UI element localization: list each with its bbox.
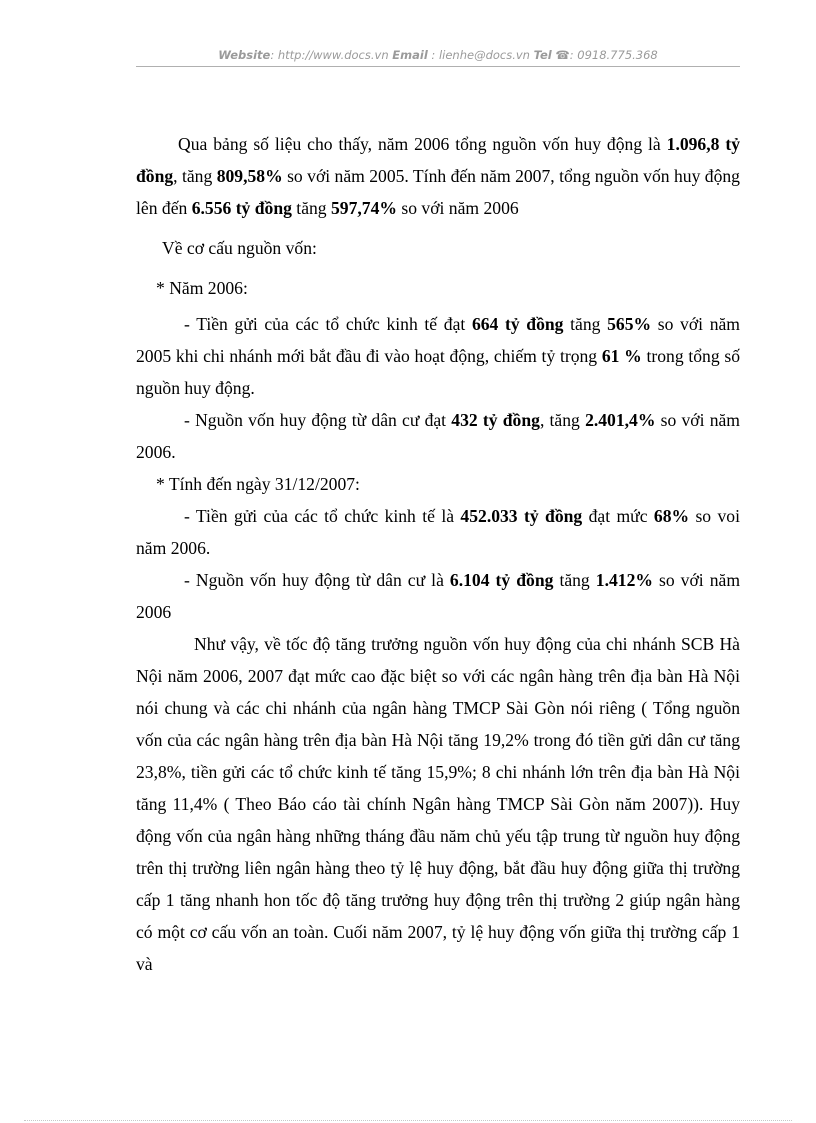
paragraph-year-2006: * Năm 2006: [156,278,248,298]
paragraph-2006-economic-deposits [136,308,740,404]
text: so với năm 2006 [396,198,519,218]
text: so với năm 2006. [136,410,740,462]
bold-value: 1.412% [595,570,653,590]
text: so với năm 2005. Tính đến năm 2007, tổng nguồn vốn huy động lên đến [136,166,740,218]
footer-divider [24,1120,792,1121]
paragraph-2007-economic-deposits [136,500,740,564]
website-value: : http://www.docs.vn [270,48,389,62]
text: - Nguồn vốn huy động từ dân cư đạt [184,410,452,430]
tel-value: : 0918.775.368 [569,48,658,62]
text: tăng [563,314,608,334]
text: Qua bảng số liệu cho thấy, năm 2006 tổng nguồn vốn huy động là [178,134,667,154]
text: tăng [553,570,596,590]
bold-value: 664 tỷ đồng [471,314,564,334]
text: đạt mức [582,506,654,526]
paragraph-growth-analysis: Như vậy, về tốc độ tăng trưởng nguồn vốn huy động của chi nhánh SCB Hà Nội năm 2006, 2007 đạt mức cao đặc biệt so với các ngân hàng trên địa bàn Hà Nội nói chung và các chi nhánh của ngân hàng TMCP Sài Gòn nói riêng ( Tổng nguồn vốn của các ngân hàng trên địa bàn Hà Nội tăng 19,2% trong đó tiền gửi dân cư tăng 23,8%, tiền gửi các tổ chức kinh tế tăng 15,9%; 8 chi nhánh lớn trên địa bàn Hà Nội tăng 11,4% ( Theo Báo cáo tài chính Ngân hàng TMCP Sài Gòn năm 2007)). Huy động vốn của ngân hàng những tháng đầu năm chủ yếu tập trung từ nguồn huy động trên thị trường liên ngân hàng theo tỷ lệ huy động, bắt đầu huy động giữa thị trường cấp 1 tăng nhanh hon tốc độ tăng trưởng huy động trên thị trường 2 giúp ngân hàng có một cơ cấu vốn an toàn. Cuối năm 2007, tỷ lệ huy động vốn giữa thị trường cấp 1 và [136,634,740,974]
bold-value: 6.104 tỷ đồng [449,570,554,590]
bold-value: 61 % [601,346,642,366]
bold-value: 6.556 tỷ đồng [191,198,292,218]
website-label: Website [218,48,271,62]
bold-value: 565% [607,314,652,334]
text: so voi năm 2006. [136,506,740,558]
text: - Nguồn vốn huy động từ dân cư là [184,570,450,590]
text: - Tiền gửi của các tổ chức kinh tế là [184,506,461,526]
text: trong tổng số nguồn huy động. [136,346,740,398]
bold-value: 68% [653,506,690,526]
email-value: : lienhe@docs.vn [431,48,530,62]
paragraph-structure-heading: Về cơ cấu nguồn vốn: [162,238,317,258]
bold-value: 432 tỷ đồng [451,410,540,430]
email-label: Email [392,48,428,62]
bold-value: 1.096,8 tỷ đồng [136,134,740,186]
paragraph-year-2007: * Tính đến ngày 31/12/2007: [156,474,360,494]
page-header [136,48,740,62]
text: - Tiền gửi của các tổ chức kinh tế đạt [184,314,472,334]
paragraph-summary [136,128,740,224]
phone-icon: ☎ [555,48,570,62]
header-divider [136,66,740,67]
text: tăng [291,198,331,218]
tel-label: Tel [533,48,552,62]
document-body [136,128,740,980]
paragraph-2006-resident-deposits [136,404,740,468]
text: , tăng [539,410,586,430]
bold-value: 597,74% [331,198,397,218]
bold-value: 452.033 tỷ đồng [460,506,583,526]
bold-value: 2.401,4% [585,410,656,430]
bold-value: 809,58% [216,166,283,186]
paragraph-2007-resident-deposits [136,564,740,628]
text: so với năm 2006 [136,570,741,622]
text: so với năm 2005 khi chi nhánh mới bắt đầu đi vào hoạt động, chiếm tỷ trọng [136,314,740,366]
text: , tăng [173,166,217,186]
